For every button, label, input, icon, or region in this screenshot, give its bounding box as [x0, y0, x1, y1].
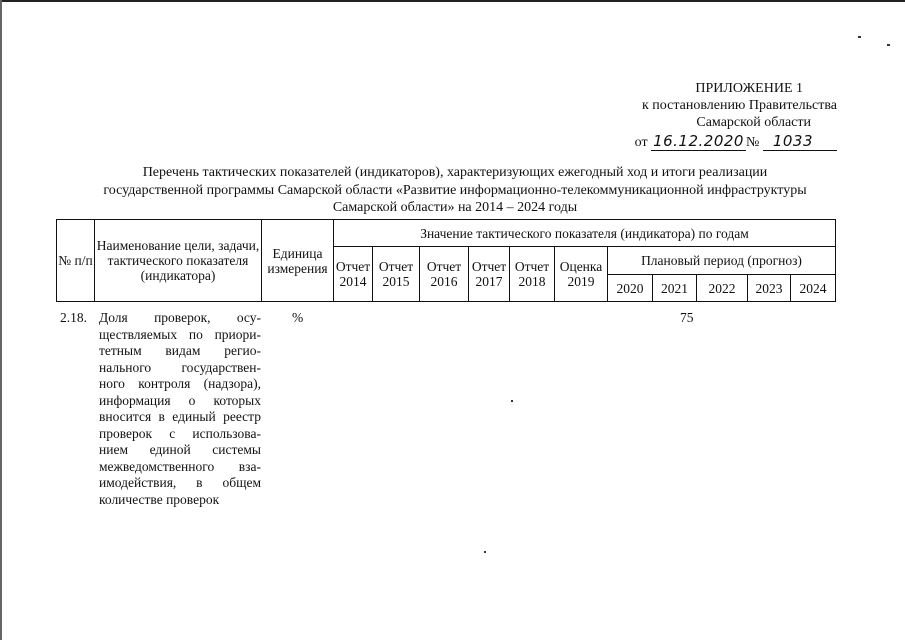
header-report-2017: Отчет 2017: [469, 247, 510, 302]
indicator-table-header: [56, 219, 836, 302]
name-line: тетным видам регио-: [99, 343, 261, 358]
row-value: 75: [680, 310, 694, 325]
scan-speck: [858, 36, 861, 38]
from-label: от: [634, 135, 648, 150]
handwritten-date: 16.12.2020: [653, 132, 744, 150]
scan-top-edge: [0, 0, 905, 2]
header-num: № п/п: [57, 220, 95, 302]
appendix-line-2: к постановлению Правительства: [641, 98, 837, 113]
header-report-2018: Отчет 2018: [510, 247, 555, 302]
header-estimate-2019: Оценка 2019: [555, 247, 608, 302]
header-plan-2021: 2021: [653, 275, 697, 302]
header-plan-2020: 2020: [608, 275, 653, 302]
title-line-1: Перечень тактических показателей (индикаторов), характеризующих ежегодный ход и итоги реализации: [142, 165, 768, 180]
title-line-2: государственной программы Самарской области «Развитие информационно-телекоммуникационной инфраструктуры: [103, 182, 807, 198]
header-report-2014: Отчет 2014: [334, 247, 373, 302]
header-plan-2023: 2023: [748, 275, 791, 302]
name-line: ществляемых по приори-: [99, 326, 261, 342]
scan-speck: [887, 44, 890, 46]
name-line: количестве проверок: [99, 491, 220, 507]
title-line-3: Самарской области» на 2014 – 2024 годы: [332, 200, 578, 215]
row-number: 2.18.: [60, 310, 87, 325]
name-line: вносится в единый реестр: [99, 409, 261, 424]
appendix-line-3: Самарской области: [696, 115, 811, 130]
row-indicator-name: [99, 310, 261, 508]
appendix-date-line: [537, 133, 837, 151]
scan-left-edge: [0, 0, 2, 640]
name-line: информация о которых: [99, 392, 261, 408]
name-line: проверок с использова-: [99, 425, 261, 441]
header-plan-2024: 2024: [791, 275, 836, 302]
header-values: Значение тактического показателя (индикатора) по годам: [334, 220, 836, 247]
header-report-2015: Отчет 2015: [373, 247, 420, 302]
header-unit: Единица измерения: [262, 220, 334, 302]
header-report-2016: Отчет 2016: [420, 247, 469, 302]
name-line: межведомственного вза-: [99, 458, 261, 474]
number-label: №: [745, 135, 760, 150]
name-line: имодействия, в общем: [99, 475, 261, 490]
header-plan-period: Плановый период (прогноз): [608, 247, 836, 275]
scan-speck: [511, 400, 513, 402]
name-line: Доля проверок, осу-: [99, 310, 261, 325]
document-title: [50, 164, 860, 217]
header-plan-2022: 2022: [697, 275, 748, 302]
appendix-block: [537, 80, 837, 151]
header-name: Наименование цели, задачи, тактического показателя (индикатора): [95, 220, 262, 302]
name-line: нального государствен-: [99, 359, 261, 375]
name-line: ного контроля (надзора),: [99, 376, 261, 391]
row-unit: %: [292, 310, 304, 325]
name-line: нием единой системы: [99, 442, 261, 457]
appendix-heading: ПРИЛОЖЕНИЕ 1: [695, 81, 803, 96]
scan-speck: [484, 551, 486, 553]
handwritten-number: 1033: [763, 132, 837, 151]
